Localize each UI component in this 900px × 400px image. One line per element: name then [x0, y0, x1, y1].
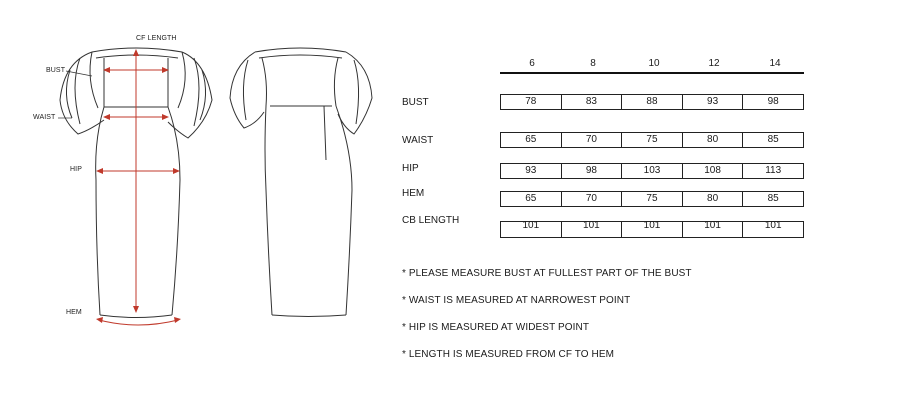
- size-row-bust: [500, 94, 804, 110]
- size-col-header: 8: [590, 58, 596, 69]
- size-row-hip: [500, 163, 804, 179]
- size-col-header: 10: [648, 58, 660, 69]
- row-label-cb-length: CB LENGTH: [402, 215, 460, 226]
- note-hip: * HIP IS MEASURED AT WIDEST POINT: [402, 322, 590, 333]
- table-cell: 88: [622, 95, 683, 109]
- row-label-hip: HIP: [402, 163, 419, 174]
- size-row-waist: [500, 132, 804, 148]
- waist-label: WAIST: [33, 114, 56, 121]
- table-cell: 101: [683, 222, 744, 237]
- table-cell: 65: [501, 133, 562, 147]
- size-col-header: 6: [529, 58, 535, 69]
- table-cell: 70: [562, 192, 623, 206]
- table-cell: 93: [683, 95, 744, 109]
- note-bust: * PLEASE MEASURE BUST AT FULLEST PART OF THE BUST: [402, 268, 692, 279]
- table-cell: 65: [501, 192, 562, 206]
- table-cell: 101: [501, 222, 562, 237]
- table-cell: 75: [622, 192, 683, 206]
- row-label-bust: BUST: [402, 97, 429, 108]
- dress-illustration: [0, 0, 380, 400]
- table-cell: 75: [622, 133, 683, 147]
- note-waist: * WAIST IS MEASURED AT NARROWEST POINT: [402, 295, 631, 306]
- note-length: * LENGTH IS MEASURED FROM CF TO HEM: [402, 349, 615, 360]
- row-label-waist: WAIST: [402, 135, 434, 146]
- bust-label: BUST: [46, 67, 66, 74]
- cf-length-label: CF LENGTH: [136, 35, 177, 42]
- table-cell: 70: [562, 133, 623, 147]
- back-dress-outline: [230, 48, 372, 317]
- size-col-header: 12: [708, 58, 720, 69]
- table-cell: 93: [501, 164, 562, 178]
- table-cell: 85: [767, 193, 779, 204]
- table-cell: 113: [765, 165, 782, 176]
- size-row-cb-length: [500, 221, 804, 238]
- header-divider: [500, 72, 804, 74]
- table-cell: 80: [683, 192, 744, 206]
- table-cell: 101: [764, 220, 782, 231]
- hip-label: HIP: [70, 166, 82, 173]
- table-cell: 85: [767, 134, 779, 145]
- table-cell: 108: [683, 164, 744, 178]
- size-col-header: 14: [769, 58, 781, 69]
- table-cell: 98: [562, 164, 623, 178]
- row-label-hem: HEM: [402, 188, 425, 199]
- hem-label: HEM: [66, 309, 82, 316]
- table-cell: 101: [622, 222, 683, 237]
- table-cell: 98: [767, 96, 779, 107]
- table-cell: 103: [622, 164, 683, 178]
- table-cell: 101: [562, 222, 623, 237]
- garment-sketch: [0, 0, 380, 400]
- table-cell: 83: [562, 95, 623, 109]
- size-row-hem: [500, 191, 804, 207]
- table-cell: 80: [683, 133, 744, 147]
- table-cell: 78: [501, 95, 562, 109]
